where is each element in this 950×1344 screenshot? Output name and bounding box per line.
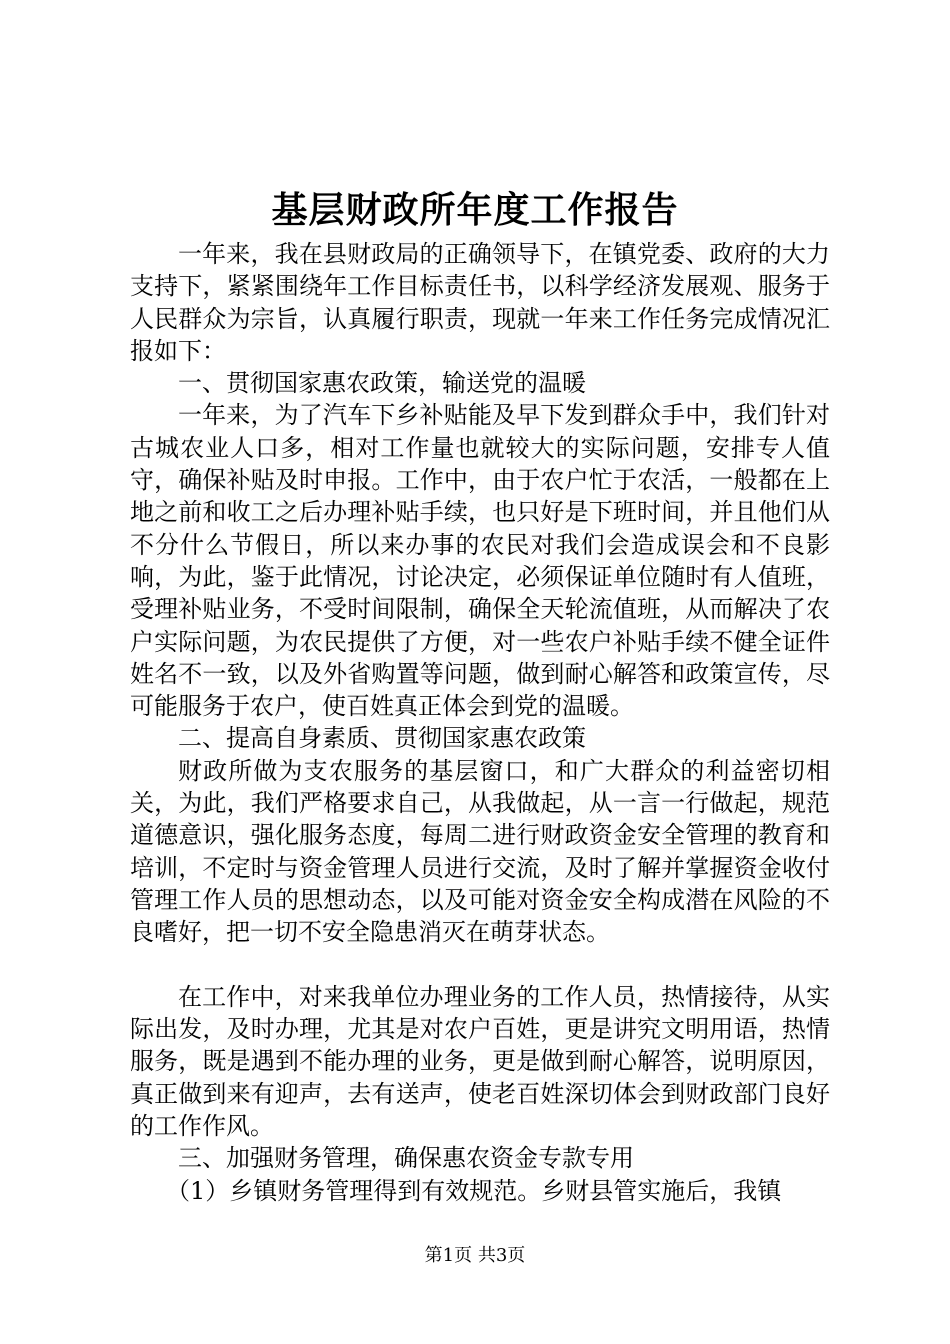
section-1-paragraph: 一年来，为了汽车下乡补贴能及早下发到群众手中，我们针对古城农业人口多，相对工作量也就较大的实际问题，安排专人值守，确保补贴及时申报。工作中，由于农户忙于农活，一般都在上地之前和收工之后办理补贴手续，也只好是下班时间，并且他们从不分什么节假日，所以来办事的农民对我们会造成误会和不良影响，为此，鉴于此情况，讨论决定，必须保证单位随时有人值班，受理补贴业务，不受时间限制，确保全天轮流值班，从而解决了农户实际问题，为农民提供了方便，对一些农户补贴手续不健全证件姓名不一致，以及外省购置等问题，做到耐心解答和政策宣传，尽可能服务于农户，使百姓真正体会到党的温暖。 xyxy=(130,401,830,721)
section-heading-3: 三、加强财务管理，确保惠农资金专款专用 xyxy=(178,1144,634,1173)
section-3-item-1: （1）乡镇财务管理得到有效规范。乡财县管实施后，我镇 xyxy=(166,1176,782,1205)
section-heading-1: 一、贯彻国家惠农政策，输送党的温暖 xyxy=(178,369,586,398)
section-heading-2: 二、提高自身素质、贯彻国家惠农政策 xyxy=(178,724,586,753)
section-2-paragraph-2: 在工作中，对来我单位办理业务的工作人员，热情接待，从实际出发，及时办理，尤其是对农户百姓，更是讲究文明用语，热情服务，既是遇到不能办理的业务，更是做到耐心解答，说明原因，真正做到来有迎声，去有送声，使老百姓深切体会到财政部门良好的工作作风。 xyxy=(130,982,830,1141)
blank-line xyxy=(130,949,830,981)
document-title: 基层财政所年度工作报告 xyxy=(271,189,679,231)
intro-paragraph: 一年来，我在县财政局的正确领导下，在镇党委、政府的大力支持下，紧紧围绕年工作目标责任书，以科学经济发展观、服务于人民群众为宗旨，认真履行职责，现就一年来工作任务完成情况汇报如下： xyxy=(130,240,830,365)
document-body xyxy=(130,238,830,1207)
page-number-footer: 第1页 共3页 xyxy=(424,1245,526,1266)
section-2-paragraph-1: 财政所做为支农服务的基层窗口，和广大群众的利益密切相关，为此，我们严格要求自己，从我做起，从一言一行做起，规范道德意识，强化服务态度，每周二进行财政资金安全管理的教育和培训，不定时与资金管理人员进行交流，及时了解并掌握资金收付管理工作人员的思想动态，以及可能对资金安全构成潜在风险的不良嗜好，把一切不安全隐患消灭在萌芽状态。 xyxy=(130,756,830,947)
